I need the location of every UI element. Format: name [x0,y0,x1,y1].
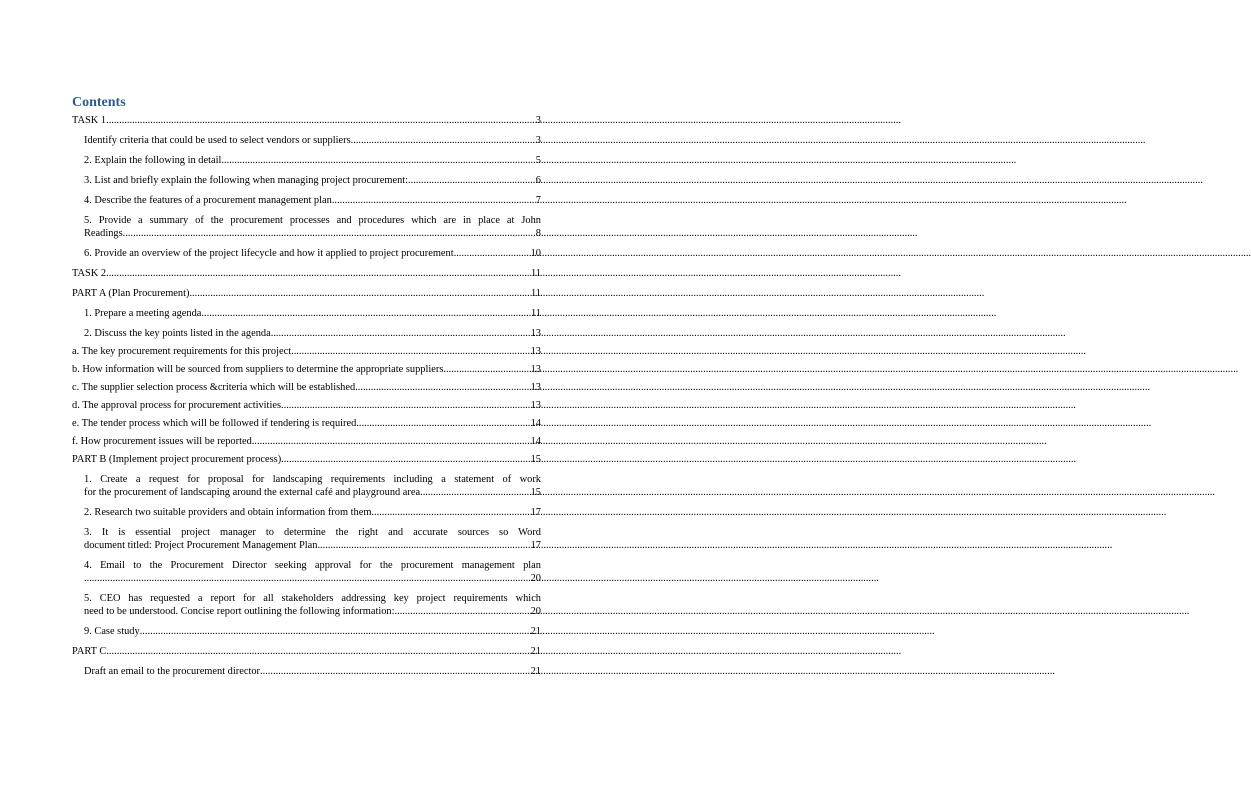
toc-leader-dots [221,154,535,167]
toc-page-number: 20 [530,573,541,584]
toc-leader-dots [271,327,531,340]
toc-entry[interactable] [72,645,541,658]
toc-entry-text: 9. Case study [84,626,140,637]
toc-entry[interactable] [72,267,541,280]
toc-page-number: 8 [535,228,541,239]
toc-entry-text: Draft an email to the procurement director [84,666,260,677]
toc-entry-text: f. How procurement issues will be reported [72,436,252,447]
toc-entry[interactable] [72,559,541,585]
toc-entry[interactable] [72,417,541,430]
toc-entry-text: b. How information will be sourced from suppliers to determine the appropriate suppliers [72,364,444,375]
toc-entry-text-line1: 5. Provide a summary of the procurement processes and procedures which are in place at John [84,215,541,226]
toc-entry-text: PART B (Implement project procurement process) [72,454,282,465]
toc-entry-text: TASK 1 [72,115,107,126]
toc-entry[interactable] [72,363,541,376]
toc-page-number: 13 [530,328,541,339]
toc-entry-text-line1: 1. Create a request for proposal for landscaping requirements including a statement of work [84,474,541,485]
toc-leader-dots [281,453,530,466]
toc-page-number: 13 [530,382,541,393]
toc-leader-dots [189,287,531,300]
toc-entry[interactable] [72,625,541,638]
toc-page-number: 15 [530,487,541,498]
toc-page-number: 20 [530,606,541,617]
toc-leader-dots [106,114,536,127]
toc-entry[interactable] [72,473,541,499]
toc-leader-dots [356,417,530,430]
toc-page-number: 14 [530,418,541,429]
toc-entry-text: 1. Prepare a meeting agenda [84,308,202,319]
toc-page-number: 15 [530,454,541,465]
toc-page-number: 5 [535,155,541,166]
toc-entry-text: Identify criteria that could be used to select vendors or suppliers [84,135,351,146]
toc-leader-dots [355,381,530,394]
toc-entry-text: a. The key procurement requirements for this project [72,346,292,357]
toc-page-number: 11 [530,308,541,319]
toc-page-number: 13 [530,400,541,411]
toc-page-number: 6 [535,175,541,186]
toc-entry-text-line1: 4. Email to the Procurement Director seeking approval for the procurement management plan [84,560,541,571]
toc-leader-dots [123,227,536,240]
toc-entry-text: 2. Discuss the key points listed in the agenda [84,328,271,339]
toc-entry-text: PART A (Plan Procurement) [72,288,190,299]
toc-entry-text: e. The tender process which will be followed if tendering is required [72,418,357,429]
toc-page-number: 21 [530,646,541,657]
toc-entry[interactable] [72,247,541,260]
toc-entry-text: 3. List and briefly explain the following when managing project procurement: [84,175,409,186]
toc-leader-dots [456,247,530,260]
toc-entry-text-line1: 3. It is essential project manager to determine the right and accurate sources so Word [84,527,541,538]
toc-page-number: 13 [530,346,541,357]
document-page [0,0,612,792]
toc-entry[interactable] [72,526,541,552]
toc-page-number: 14 [530,436,541,447]
toc-entry[interactable] [72,327,541,340]
toc-page-number: 17 [530,507,541,518]
toc-leader-dots [201,307,531,320]
toc-leader-dots [408,174,536,187]
toc-page-number: 11 [530,288,541,299]
toc-leader-dots [106,267,531,280]
toc-page-number: 7 [535,195,541,206]
toc-leader-dots [395,605,531,618]
toc-entry[interactable] [72,114,541,127]
toc-page-number: 13 [530,364,541,375]
toc-entry-text-line2: need to be understood. Concise report outlining the following information: [84,606,395,617]
toc-leader-dots [106,645,530,658]
toc-entry-text: 4. Describe the features of a procurement management plan [84,195,332,206]
toc-entry[interactable] [72,399,541,412]
toc-leader-dots [260,665,531,678]
toc-entry-text: TASK 2 [72,268,107,279]
toc-entry[interactable] [72,453,541,466]
toc-page-number: 10 [530,248,541,259]
toc-entry-text-line1: 5. CEO has requested a report for all stakeholders addressing key project requirements which [84,593,541,604]
toc-page-number: 21 [530,666,541,677]
toc-entry[interactable] [72,307,541,320]
toc-entry[interactable] [72,134,541,147]
toc-leader-dots [443,363,530,376]
toc-entry[interactable] [72,174,541,187]
table-of-contents [72,114,541,678]
toc-page-number: 17 [530,540,541,551]
toc-page-number: 21 [530,626,541,637]
toc-entry-text: d. The approval process for procurement activities [72,400,281,411]
toc-entry[interactable] [72,665,541,678]
toc-leader-dots [140,625,531,638]
toc-entry-text-line2: for the procurement of landscaping around the external café and playground area [84,487,421,498]
toc-entry-text: 6. Provide an overview of the project lifecycle and how it applied to project procurement. [84,248,457,259]
toc-entry[interactable] [72,154,541,167]
toc-leader-dots [281,399,531,412]
toc-leader-dots [291,345,531,358]
toc-entry[interactable] [72,506,541,519]
toc-page-number: 3 [535,115,541,126]
toc-leader-dots [252,435,531,448]
toc-entry-text-line2: document titled: Project Procurement Management Plan [84,540,318,551]
toc-leader-dots [317,539,530,552]
toc-entry[interactable] [72,287,541,300]
toc-entry[interactable] [72,214,541,240]
toc-page-number: 3 [535,135,541,146]
toc-entry-text-line2: Readings [84,228,123,239]
toc-entry-text: 2. Explain the following in detail [84,155,222,166]
toc-heading: Contents [72,95,126,110]
toc-entry[interactable] [72,381,541,394]
toc-entry-text: PART C [72,646,107,657]
toc-leader-dots [351,134,536,147]
toc-entry-text: c. The supplier selection process &criteria which will be established [72,382,356,393]
toc-entry[interactable] [72,194,541,207]
toc-entry-text: 2. Research two suitable providers and obtain information from them [84,507,372,518]
toc-entry[interactable] [72,345,541,358]
toc-leader-dots [420,486,531,499]
toc-leader-dots [371,506,530,519]
toc-leader-dots [332,194,536,207]
toc-entry[interactable] [72,435,541,448]
toc-entry[interactable] [72,592,541,618]
toc-leader-dots [84,572,531,585]
toc-page-number: 11 [530,268,541,279]
